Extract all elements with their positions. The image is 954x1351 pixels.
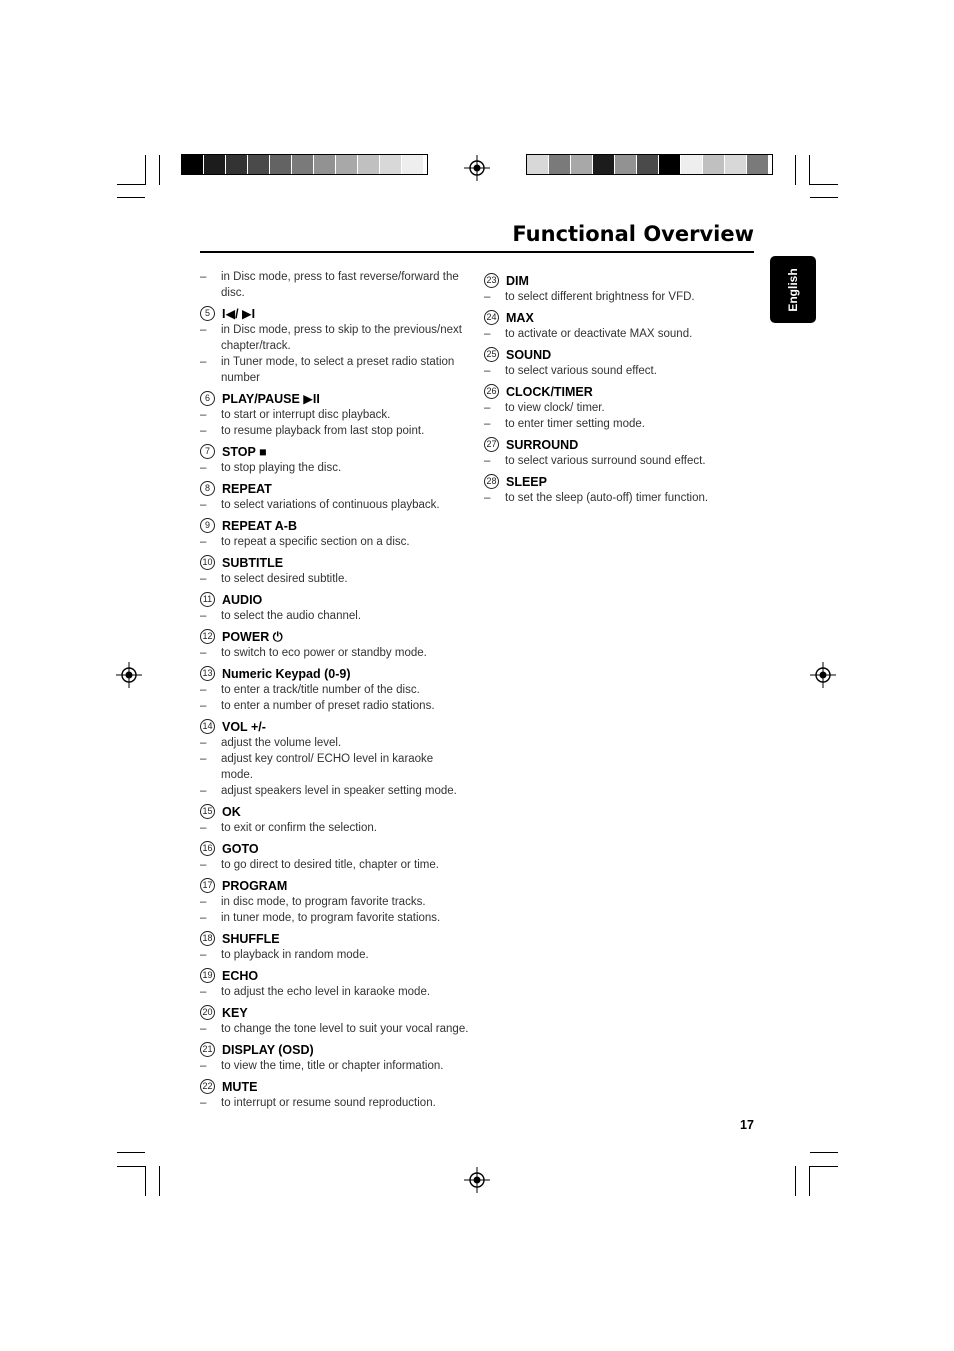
registration-mark-icon [116,662,142,688]
function-item [200,554,472,587]
color-swatch [226,155,248,174]
description-line [200,783,472,799]
dash: – [200,684,207,696]
description-text: adjust key control/ ECHO level in karaoke [221,753,434,765]
dash: – [200,986,207,998]
dash: – [200,949,207,961]
color-calibration-bar-left [181,154,428,175]
description-text: to select different brightness for VFD. [505,291,695,303]
function-label: REPEAT A-B [222,518,297,533]
description-line [200,608,472,624]
function-item [200,443,472,476]
dash: – [200,409,207,421]
description-line [200,767,472,783]
function-label: POWER ⏻ [222,629,283,644]
function-heading [484,436,734,453]
function-label: AUDIO [222,592,263,607]
function-label: MUTE [222,1079,258,1094]
description-text: to playback in random mode. [221,949,369,961]
function-heading [200,665,472,682]
description-text: to view clock/ timer. [505,402,605,414]
color-swatch [527,155,549,174]
intro-text: in Disc mode, press to fast reverse/forward the [221,271,459,283]
dash: – [200,896,207,908]
item-number: 18 [200,931,215,946]
function-label: CLOCK/TIMER [506,384,593,399]
dash: – [200,573,207,585]
description-text: to view the time, title or chapter information. [221,1060,444,1072]
description-line [200,857,472,873]
description-text: to activate or deactivate MAX sound. [505,328,693,340]
description-line [200,1021,472,1037]
description-text: to adjust the echo level in karaoke mode. [221,986,431,998]
dash: – [200,610,207,622]
dash: – [484,418,491,430]
item-number: 24 [484,310,499,325]
function-label: SLEEP [506,474,547,489]
function-heading [200,305,472,322]
description-line [200,735,472,751]
dash: – [200,1060,207,1072]
description-text: to enter timer setting mode. [505,418,645,430]
function-heading [200,840,472,857]
page-number: 17 [740,1118,754,1132]
description-text: to enter a track/title number of the disc. [221,684,420,696]
function-item [484,383,734,432]
item-number: 25 [484,347,499,362]
color-swatch [703,155,725,174]
function-label: Numeric Keypad (0-9) [222,666,351,681]
description-line [200,894,472,910]
description-line [484,326,734,342]
dash [200,767,221,783]
color-swatch [659,155,681,174]
color-swatch [549,155,571,174]
registration-mark-icon [464,1167,490,1193]
title-rule [200,251,754,253]
color-swatch [182,155,204,174]
function-heading [200,628,472,645]
description-line [484,289,734,305]
item-number: 10 [200,555,215,570]
description-line [200,338,472,354]
description-text: adjust speakers level in speaker setting mode. [221,785,457,797]
description-line [200,947,472,963]
function-item [200,967,472,1000]
function-item [200,1004,472,1037]
description-line [200,460,472,476]
function-item [200,1041,472,1074]
description-text: in Disc mode, press to skip to the previous/next [221,324,462,336]
description-text: to select variations of continuous playback. [221,499,440,511]
description-text: chapter/track. [221,340,291,352]
color-swatch [725,155,747,174]
color-swatch [270,155,292,174]
function-item [200,877,472,926]
function-label: REPEAT [222,481,272,496]
description-line [200,751,472,767]
description-line [200,497,472,513]
description-line [484,400,734,416]
dash: – [484,328,491,340]
function-label: ECHO [222,968,259,983]
description-text: in disc mode, to program favorite tracks. [221,896,426,908]
left-column [200,269,472,1111]
function-heading [200,1041,472,1058]
dash: – [484,365,491,377]
dash: – [200,785,207,797]
description-text: number [221,372,260,384]
description-line [484,453,734,469]
description-line [200,682,472,698]
item-number: 26 [484,384,499,399]
description-text: to select desired subtitle. [221,573,348,585]
function-item [200,591,472,624]
description-text: to change the tone level to suit your vocal range. [221,1023,469,1035]
dash [200,370,221,386]
description-line [200,1095,472,1111]
function-heading [484,346,734,363]
function-item [200,628,472,661]
dash: – [200,700,207,712]
description-text: to start or interrupt disc playback. [221,409,391,421]
intro-line [200,285,472,301]
function-item [484,272,734,305]
function-heading [484,309,734,326]
function-heading [200,930,472,947]
function-heading [200,591,472,608]
function-heading [200,443,472,460]
function-label: SHUFFLE [222,931,280,946]
item-number: 9 [200,518,215,533]
color-swatch [615,155,637,174]
item-number: 8 [200,481,215,496]
description-line [484,363,734,379]
description-line [484,416,734,432]
description-text: to go direct to desired title, chapter or time. [221,859,439,871]
description-text: in tuner mode, to program favorite stations. [221,912,441,924]
dash: – [200,859,207,871]
function-item [484,473,734,506]
item-number: 27 [484,437,499,452]
item-number: 20 [200,1005,215,1020]
color-swatch [681,155,703,174]
description-line [484,490,734,506]
function-label: SURROUND [506,437,579,452]
dash: – [484,402,491,414]
description-line [200,571,472,587]
function-heading [200,803,472,820]
color-swatch [747,155,769,174]
function-item [484,436,734,469]
dash: – [200,462,207,474]
dash: – [484,291,491,303]
dash [200,338,221,354]
color-swatch [380,155,402,174]
function-item [200,665,472,714]
description-line [200,407,472,423]
description-text: to switch to eco power or standby mode. [221,647,427,659]
color-swatch [593,155,615,174]
page-title: Functional Overview [512,222,754,246]
item-number: 5 [200,306,215,321]
color-swatch [637,155,659,174]
function-heading [200,877,472,894]
item-number: 22 [200,1079,215,1094]
function-heading [200,390,472,407]
function-item [200,840,472,873]
right-column [484,268,734,506]
function-item [200,803,472,836]
dash: – [200,499,207,511]
description-text: to select the audio channel. [221,610,362,622]
description-line [200,322,472,338]
description-line [200,534,472,550]
dash: – [200,1097,207,1109]
description-line [200,820,472,836]
item-number: 12 [200,629,215,644]
dash: – [484,492,491,504]
color-swatch [402,155,424,174]
item-number: 13 [200,666,215,681]
dash: – [200,324,207,336]
function-label: PROGRAM [222,878,288,893]
description-text: to repeat a specific section on a disc. [221,536,410,548]
function-item [200,517,472,550]
function-heading [200,967,472,984]
function-item [200,930,472,963]
dash: – [200,647,207,659]
function-label: SOUND [506,347,552,362]
item-number: 6 [200,391,215,406]
description-line [200,354,472,370]
color-swatch [358,155,380,174]
function-item [484,309,734,342]
description-text: to exit or confirm the selection. [221,822,377,834]
color-swatch [248,155,270,174]
dash: – [200,737,207,749]
dash: – [200,912,207,924]
intro-line [200,269,472,285]
function-label: MAX [506,310,534,325]
item-number: 23 [484,273,499,288]
color-swatch [336,155,358,174]
function-heading [200,517,472,534]
description-line [200,423,472,439]
intro-text: disc. [221,287,245,299]
description-text: to resume playback from last stop point. [221,425,425,437]
function-heading [484,272,734,289]
color-calibration-bar-right [526,154,773,175]
item-number: 14 [200,719,215,734]
description-text: to enter a number of preset radio stations. [221,700,435,712]
function-label: DISPLAY (OSD) [222,1042,314,1057]
function-label: DIM [506,273,529,288]
function-heading [200,1004,472,1021]
function-heading [200,554,472,571]
dash: – [200,1023,207,1035]
description-text: adjust the volume level. [221,737,342,749]
dash: – [200,822,207,834]
description-text: to set the sleep (auto-off) timer function. [505,492,709,504]
dash: – [200,271,207,283]
description-line [200,698,472,714]
description-text: in Tuner mode, to select a preset radio station [221,356,455,368]
dash: – [200,753,207,765]
registration-mark-icon [464,155,490,181]
item-number: 19 [200,968,215,983]
dash: – [200,356,207,368]
description-line [200,370,472,386]
function-label: GOTO [222,841,259,856]
function-label: I◀/ ▶I [222,306,256,321]
description-text: mode. [221,769,253,781]
language-tab [770,256,816,323]
item-number: 11 [200,592,215,607]
dash: – [200,536,207,548]
description-line [200,645,472,661]
function-label: KEY [222,1005,248,1020]
item-number: 16 [200,841,215,856]
function-heading [200,718,472,735]
function-heading [484,473,734,490]
function-label: OK [222,804,241,819]
description-text: to select various surround sound effect. [505,455,706,467]
description-line [200,984,472,1000]
description-line [200,910,472,926]
item-number: 17 [200,878,215,893]
function-item [200,1078,472,1111]
item-number: 7 [200,444,215,459]
item-number: 21 [200,1042,215,1057]
description-text: to interrupt or resume sound reproduction. [221,1097,436,1109]
color-swatch [204,155,226,174]
language-tab-label: English [786,267,800,312]
color-swatch [292,155,314,174]
color-swatch [314,155,336,174]
color-swatch [571,155,593,174]
item-number: 15 [200,804,215,819]
item-number: 28 [484,474,499,489]
function-label: VOL +/- [222,719,266,734]
function-label: PLAY/PAUSE ▶II [222,391,320,406]
dash: – [200,425,207,437]
description-line [200,1058,472,1074]
function-item [200,305,472,386]
function-label: STOP ■ [222,444,267,459]
function-heading [200,480,472,497]
description-text: to stop playing the disc. [221,462,342,474]
registration-mark-icon [810,662,836,688]
function-label: SUBTITLE [222,555,284,570]
function-item [484,346,734,379]
function-heading [484,383,734,400]
function-item [200,390,472,439]
function-heading [200,1078,472,1095]
dash: – [484,455,491,467]
function-item [200,718,472,799]
description-text: to select various sound effect. [505,365,657,377]
function-item [200,480,472,513]
